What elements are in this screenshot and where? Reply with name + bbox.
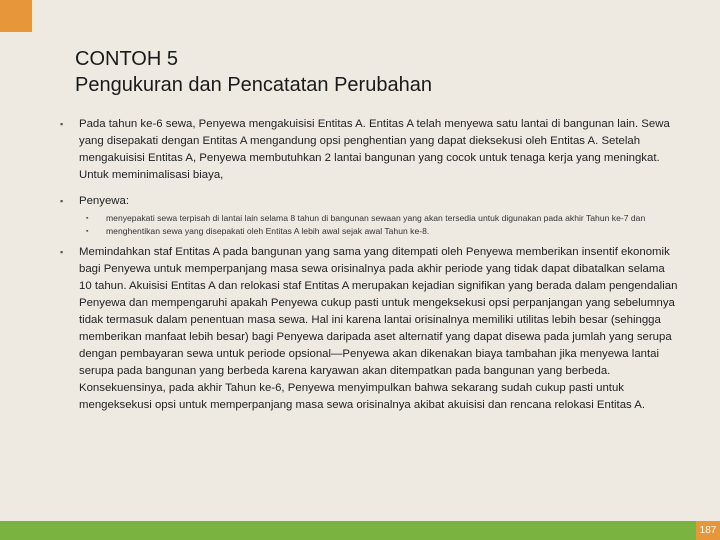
bullet-item bbox=[60, 193, 680, 210]
slide-title bbox=[75, 46, 675, 98]
sub-bullet-text: menghentikan sewa yang disepakati oleh Entitas A lebih awal sejak awal Tahun ke-8. bbox=[106, 226, 430, 237]
sub-list bbox=[86, 212, 680, 238]
bullet-text: Pada tahun ke-6 sewa, Penyewa mengakuisisi Entitas A. Entitas A telah menyewa satu lantai di bangunan lain. Sewa yang disepakati dengan Entitas A mengandung opsi penghentian yang dapat dieksekusi oleh Entitas A. Setelah mengakuisisi Entitas A, Penyewa membutuhkan 2 lantai bangunan yang cocok untuk tenaga kerja yang meningkat. Untuk meminimalisasi biaya, bbox=[79, 118, 670, 181]
sub-bullet-item bbox=[86, 225, 680, 238]
bullet-marker-icon: ▪ bbox=[60, 247, 64, 258]
sub-bullet-text: menyepakati sewa terpisah di lantai lain selama 8 tahun di bangunan sewaan yang akan tersedia untuk digunakan pada akhir Tahun ke-7 dan bbox=[106, 213, 646, 223]
bullet-marker-icon: ▪ bbox=[86, 228, 89, 236]
bullet-marker-icon: ▪ bbox=[60, 119, 64, 129]
bullet-text: Penyewa: bbox=[79, 195, 130, 207]
sub-bullet-item bbox=[86, 212, 680, 225]
page-number: 187 bbox=[696, 521, 720, 540]
bullet-item bbox=[60, 244, 680, 414]
bullet-marker-icon: ▪ bbox=[60, 196, 64, 206]
title-line-1: CONTOH 5 bbox=[75, 48, 178, 70]
bullet-item bbox=[60, 116, 680, 184]
footer-bar bbox=[0, 521, 696, 540]
corner-accent bbox=[0, 0, 32, 32]
slide-content bbox=[60, 116, 680, 414]
bullet-marker-icon: ▪ bbox=[86, 215, 89, 222]
title-line-2: Pengukuran dan Pencatatan Perubahan bbox=[75, 74, 432, 96]
bullet-text: Memindahkan staf Entitas A pada bangunan yang sama yang ditempati oleh Penyewa memberikan insentif ekonomik bagi Penyewa untuk memperpanjang masa sewa orisinalnya pada akhir periode yang tidak dapat dibatalkan selama 10 tahun. Akuisisi Entitas A dan relokasi staf Entitas A merupakan kejadian signifikan yang berada dalam pengendalian Penyewa dan mempengaruhi apakah Penyewa cukup pasti untuk mengeksekusi opsi perpanjangan yang sebelumnya tidak termasuk dalam penentuan masa sewa. Hal ini karena lantai orisinalnya memiliki utilitas lebih besar (sehingga memberikan manfaat lebih besar) bagi Penyewa daripada aset alternatif yang dapat disewa pada jumlah yang serupa dengan pembayaran sewa untuk periode opsional—Penyewa akan dikenakan biaya tambahan jika menyewa lantai serupa pada bangunan yang berbeda karena karyawan akan ditempatkan pada bangunan yang berbeda. Konsekuensinya, pada akhir Tahun ke-6, Penyewa menyimpulkan bahwa sekarang sudah cukup pasti untuk mengeksekusi opsi untuk memperpanjang masa sewa orisinalnya akibat akuisisi dan rencana relokasi Entitas A. bbox=[79, 246, 678, 412]
